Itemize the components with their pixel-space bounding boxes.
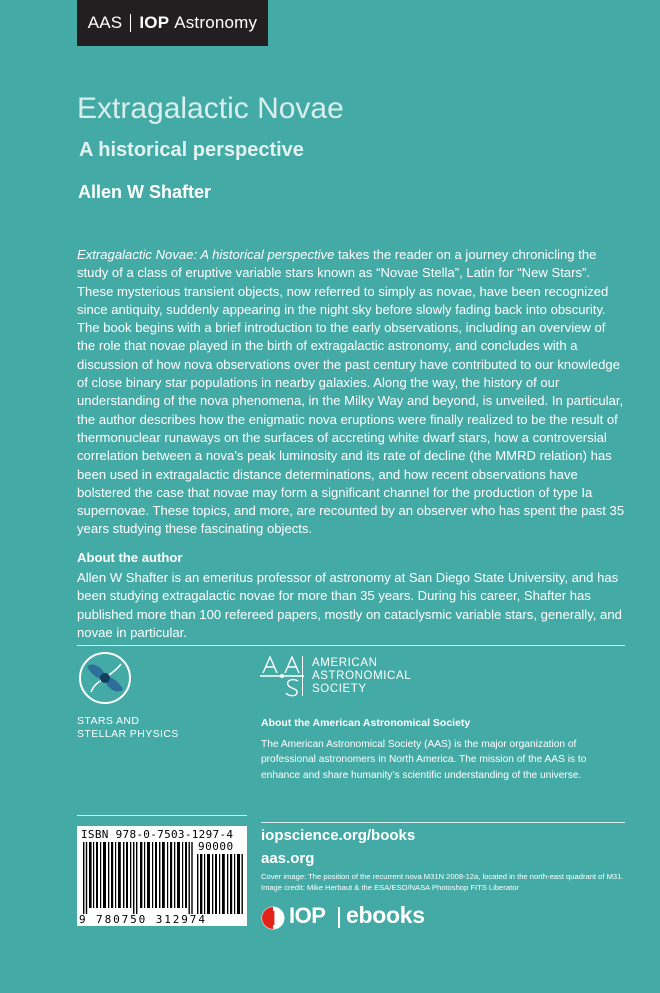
badge-iop: IOP [139, 13, 170, 32]
ebooks-wordmark: ebooks [346, 902, 425, 928]
badge-astronomy: Astronomy [174, 13, 258, 32]
aas-logo-divider [302, 656, 303, 696]
about-author-text: Allen W Shafter is an emeritus professor of astronomy at San Diego State University, and has been studying extragalactic novae for more than 35 years. During his career, Shafter has published more than 100 refereed papers, mostly on cataclysmic variable stars, generally, and novae in particular. [77, 570, 622, 640]
badge-separator [130, 14, 131, 32]
description-italic-lead: Extragalactic Novae: A historical perspective [77, 247, 335, 262]
isbn-text: ISBN 978-0-7503-1297-4 [81, 828, 234, 841]
badge-aas: AAS [87, 13, 123, 32]
barcode-addon-bars-icon [197, 854, 243, 914]
divider-top [77, 645, 625, 646]
iopscience-link[interactable]: iopscience.org/books [261, 827, 416, 844]
book-description [77, 246, 627, 539]
ean-digits: 9 780750 312974 [79, 913, 207, 926]
book-title: Extragalactic Novae [77, 92, 344, 125]
series-label [77, 715, 179, 741]
divider-bottom-right [261, 822, 625, 823]
series-line-1: STARS AND [77, 715, 140, 727]
about-author-heading: About the author [77, 550, 183, 565]
series-line-2: STELLAR PHYSICS [77, 728, 179, 740]
aas-about-heading: About the American Astronomical Society [261, 717, 471, 729]
barcode-addon-text: 90000 [198, 840, 234, 853]
aas-name-line-3: SOCIETY [312, 683, 367, 695]
aas-name [312, 657, 411, 696]
book-author: Allen W Shafter [78, 182, 212, 202]
isbn-barcode [77, 826, 247, 926]
iop-logo-icon [261, 906, 285, 930]
iop-wordmark: IOP [289, 903, 326, 928]
aas-logo-icon [260, 655, 304, 697]
description-text: takes the reader on a journey chronicling the study of a class of eruptive variable stars known as “Novae Stella”, Latin for “New Stars”. These mysterious transient objects, now referred to simply as novae, have been recognized since antiquity, suddenly appearing in the night sky before slowly fading back into obscurity. The book begins with a brief introduction to the early observations, including an overview of the role that novae played in the birth of extragalactic astronomy, and concludes with a discussion of how nova observations over the past century have contributed to our knowledge of close binary star populations in nearby galaxies. Along the way, the history of our understanding of the nova phenomena, in the Milky Way and beyond, is unveiled. In particular, the author describes how the enigmatic nova eruptions were finally realized to be the result of thermonuclear runaways on the surfaces of accreting white dwarf stars, how a controversial correlation between a nova’s peak luminosity and its rate of decline (the MMRD relation) has been used in extragalactic distance determinations, and how recent observations have bolstered the case that novae may form a significant channel for the production of type Ia supernovae. These topics, and more, are recounted by an observer who has spent the past 35 years studying these fascinating objects. [77, 247, 625, 537]
aas-about-text: The American Astronomical Society (AAS) is the major organization of professional astronomers in North America. The mission of the AAS is to enhance and share humanity’s scientific understanding of the universe. [261, 739, 587, 781]
stars-stellar-physics-logo-icon [77, 650, 133, 706]
aas-name-line-1: AMERICAN [312, 657, 378, 669]
aas-iop-astronomy-badge [77, 0, 268, 46]
barcode-bars-icon [83, 842, 193, 914]
publisher-separator [338, 907, 340, 928]
divider-bottom-left [77, 815, 247, 816]
book-subtitle: A historical perspective [79, 139, 304, 161]
cover-image-credit: Cover image: The position of the recurrent nova M31N 2008-12a, located in the north-east quadrant of M31. Image credit: Mike Herbaut & the ESA/ESO/NASA Photoshop FITS Liberator [261, 872, 624, 892]
aas-name-line-2: ASTRONOMICAL [312, 670, 412, 682]
aas-link[interactable]: aas.org [261, 850, 315, 867]
